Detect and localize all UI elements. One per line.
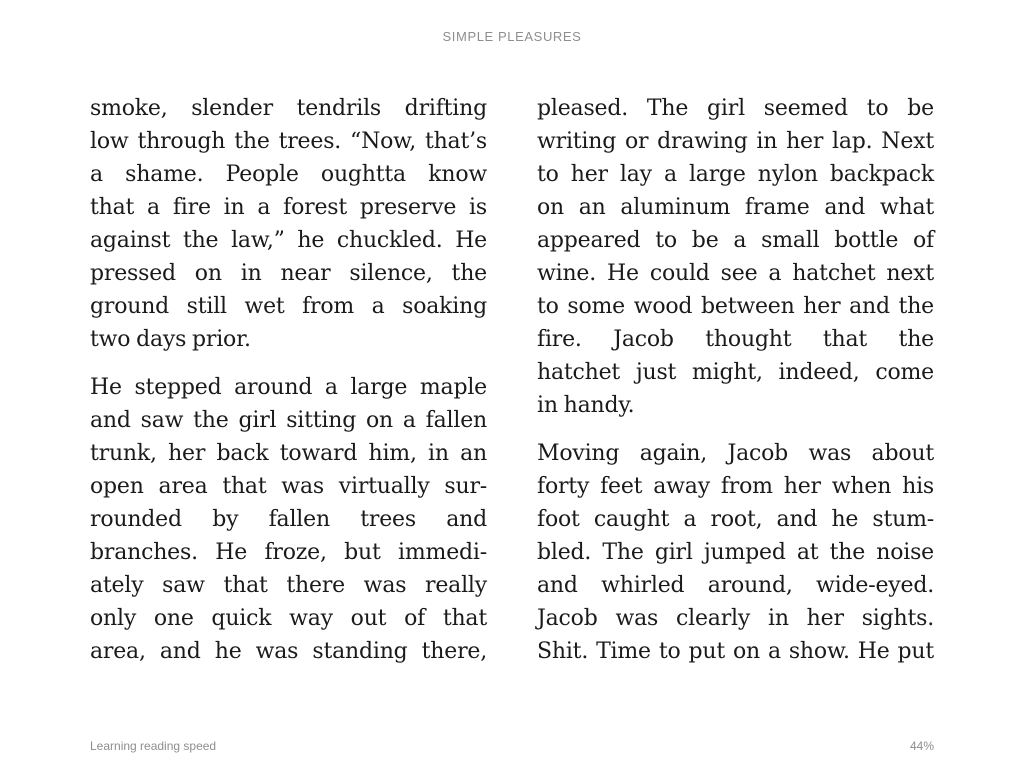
text-line: ground still wet from a soaking: [90, 294, 487, 319]
text-line: two days prior.: [90, 327, 251, 352]
text-line: only one quick way out of that: [90, 606, 487, 631]
text-line: a shame. People oughtta know: [90, 162, 487, 187]
text-line: that a fire in a forest preserve is: [90, 195, 487, 220]
text-line: to her lay a large nylon backpack: [537, 162, 934, 187]
text-line: fire. Jacob thought that the: [537, 327, 934, 352]
text-line: He stepped around a large maple: [90, 375, 487, 400]
text-line: pressed on in near silence, the: [90, 261, 487, 286]
paragraph-gap: [537, 422, 934, 437]
text-line: and saw the girl sitting on a fallen: [90, 408, 487, 433]
text-line: foot caught a root, and he stum-: [537, 507, 934, 532]
text-line: on an aluminum frame and what: [537, 195, 934, 220]
text-line: writing or drawing in her lap. Next: [537, 129, 934, 154]
text-line: rounded by fallen trees and: [90, 507, 487, 532]
text-line: against the law,” he chuckled. He: [90, 228, 487, 253]
progress-percent: 44%: [909, 739, 934, 753]
text-line: forty feet away from her when his: [537, 474, 934, 499]
text-line: area, and he was standing there,: [90, 639, 487, 664]
text-line: pleased. The girl seemed to be: [537, 96, 934, 121]
text-line: low through the trees. “Now, that’s: [90, 129, 487, 154]
left-page-column: [90, 92, 487, 668]
text-line: to some wood between her and the: [537, 294, 934, 319]
text-line: in handy.: [537, 393, 635, 418]
text-line: bled. The girl jumped at the noise: [537, 540, 934, 565]
text-line: and whirled around, wide-eyed.: [537, 573, 934, 598]
right-page-column: [537, 92, 934, 668]
text-line: appeared to be a small bottle of: [537, 228, 934, 253]
paragraph-gap: [90, 356, 487, 371]
text-line: Shit. Time to put on a show. He put: [537, 639, 934, 664]
text-line: Jacob was clearly in her sights.: [537, 606, 934, 631]
text-line: branches. He froze, but immedi-: [90, 540, 487, 565]
book-title: SIMPLE PLEASURES: [442, 29, 582, 44]
text-line: ately saw that there was really: [90, 573, 487, 598]
text-line: wine. He could see a hatchet next: [537, 261, 934, 286]
text-line: hatchet just might, indeed, come: [537, 360, 934, 385]
text-line: open area that was virtually sur-: [90, 474, 487, 499]
text-line: Moving again, Jacob was about: [537, 441, 934, 466]
text-line: smoke, slender tendrils drifting: [90, 96, 487, 121]
text-line: trunk, her back toward him, in an: [90, 441, 487, 466]
reading-speed-status: Learning reading speed: [90, 739, 217, 753]
